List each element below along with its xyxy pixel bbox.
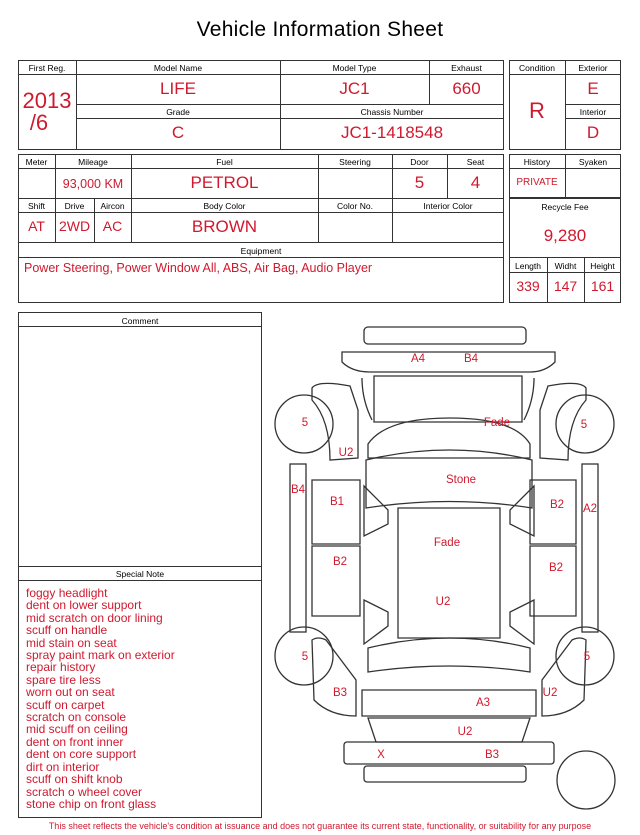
special-note-item: spare tire less	[26, 672, 101, 687]
page-title: Vehicle Information Sheet	[196, 18, 444, 41]
history-value: PRIVATE	[516, 177, 558, 188]
first-reg-month: /6	[29, 110, 49, 135]
special-note-item: scuff on carpet	[26, 697, 105, 712]
damage-mark-left-front-door: B2	[332, 556, 348, 568]
special-note-item: spray paint mark on exterior	[26, 648, 175, 663]
aircon-value: AC	[102, 218, 123, 234]
rear-right-quarter-shape	[540, 383, 586, 460]
right-rear-door-shape	[530, 480, 576, 544]
damage-mark-front-bumper: U2	[457, 726, 473, 738]
damage-mark-rear-left-wheel: 5	[301, 417, 309, 429]
damage-mark-right-side-panel: A2	[582, 503, 598, 515]
special-note-item: dent on core support	[26, 747, 137, 762]
model-name-value: LIFE	[160, 79, 196, 98]
fuel-value: PETROL	[190, 173, 259, 192]
model-type-value: JC1	[339, 79, 370, 98]
special-note-item: repair history	[26, 660, 96, 675]
right-sill-shape	[582, 464, 598, 632]
fuel-label: Fuel	[216, 157, 233, 167]
width-value: 147	[553, 278, 578, 294]
steering-label: Steering	[339, 157, 371, 167]
exterior-value: E	[587, 79, 599, 98]
disclaimer-footer: This sheet reflects the vehicle's condition at issuance and does not guarantee its current state, functionality, or suitability for any purpose	[48, 821, 592, 831]
damage-mark-front-panel: A3	[475, 697, 491, 709]
damage-mark-right-rear-door: B2	[549, 499, 565, 511]
height-value: 161	[590, 278, 615, 294]
interior-value: D	[586, 123, 600, 142]
special-note-item: scratch on console	[26, 710, 127, 725]
front-bumper-lip-shape	[364, 766, 526, 782]
damage-mark-rear-left-quarter: U2	[338, 447, 354, 459]
drive-label: Drive	[64, 201, 85, 211]
seat-value: 4	[470, 173, 481, 192]
syaken-label: Syaken	[578, 157, 608, 167]
comment-label: Comment	[121, 316, 159, 326]
special-note-item: dirt on interior	[26, 759, 100, 774]
width-label: Widht	[554, 261, 577, 271]
length-label: Length	[515, 261, 541, 271]
damage-mark-left-side-panel: B4	[290, 484, 306, 496]
damage-mark-left-front-fender: B3	[332, 687, 348, 699]
first-reg-label: First Reg.	[28, 63, 66, 73]
rear-bumper-shape	[342, 352, 555, 372]
first-reg-year: 2013	[22, 88, 72, 113]
cabin-shape	[398, 508, 500, 638]
chassis-number-value: JC1-1418548	[340, 123, 444, 142]
special-note-item: dent on front inner	[26, 734, 124, 749]
shift-label: Shift	[27, 201, 45, 211]
right-front-door-shape	[530, 546, 576, 616]
door-label: Door	[410, 157, 429, 167]
damage-mark-rear-bumper-left: A4	[410, 353, 426, 365]
mileage-label: Mileage	[78, 157, 108, 167]
drive-value: 2WD	[58, 218, 91, 234]
equipment-label: Equipment	[240, 246, 282, 256]
condition-label: Condition	[519, 63, 555, 73]
special-note-item: mid stain on seat	[26, 635, 117, 650]
recycle-fee-label: Recycle Fee	[541, 202, 589, 212]
recycle-fee-value: 9,280	[543, 226, 587, 245]
damage-mark-front-bumper-right: B3	[484, 749, 500, 761]
length-value: 339	[516, 278, 540, 294]
front-panel-shape	[362, 690, 536, 716]
damage-mark-roof: Stone	[445, 474, 477, 486]
special-note-item: dent on lower support	[26, 598, 142, 613]
damage-mark-front-right-wheel: 5	[583, 651, 591, 663]
special-note-item: scuff on shift knob	[26, 772, 123, 787]
special-note-item: foggy headlight	[26, 586, 108, 600]
body-color-value: BROWN	[191, 217, 258, 236]
special-note-label: Special Note	[115, 569, 165, 579]
damage-mark-right-front-fender: U2	[542, 687, 558, 699]
special-note-item: scratch o wheel cover	[26, 784, 143, 799]
left-rear-door-shape	[312, 480, 360, 544]
damage-mark-left-rear-door: B1	[329, 496, 345, 508]
seat-label: Seat	[466, 157, 485, 167]
body-color-label: Body Color	[203, 201, 246, 211]
front-bumper-shape	[368, 718, 530, 742]
exterior-label: Exterior	[578, 63, 608, 73]
meter-label: Meter	[25, 157, 48, 167]
condition-value: R	[529, 98, 545, 123]
damage-mark-bonnet: U2	[435, 596, 451, 608]
damage-mark-rear-right-wheel: 5	[580, 419, 588, 431]
spare-wheel-shape	[557, 751, 615, 809]
door-value: 5	[414, 173, 425, 192]
equipment-value: Power Steering, Power Window All, ABS, Air Bag, Audio Player	[24, 261, 373, 275]
chassis-number-label: Chassis Number	[360, 107, 424, 117]
history-label: History	[523, 157, 551, 167]
color-no-label: Color No.	[337, 201, 373, 211]
damage-mark-front-bumper-left: X	[377, 749, 385, 761]
model-name-label: Model Name	[153, 63, 203, 73]
damage-mark-trunk: Fade	[483, 417, 511, 429]
exhaust-value: 660	[452, 79, 481, 98]
damage-mark-hood: Fade	[433, 537, 461, 549]
exhaust-label: Exhaust	[451, 63, 482, 73]
damage-mark-rear-bumper-right: B4	[463, 353, 479, 365]
rear-bumper-outer-shape	[364, 327, 526, 344]
special-notes-list	[26, 587, 175, 810]
grade-label: Grade	[166, 107, 190, 117]
right-front-fender-shape	[542, 638, 586, 716]
shift-value: AT	[28, 218, 45, 234]
special-note-item: scuff on handle	[26, 623, 108, 638]
mileage-value: 93,000 KM	[62, 177, 124, 191]
damage-mark-right-front-door: B2	[548, 562, 564, 574]
interior-color-label: Interior Color	[423, 201, 473, 211]
interior-label: Interior	[579, 107, 607, 117]
front-bumper-lower-shape	[344, 742, 554, 764]
car-damage-diagram	[270, 318, 632, 820]
special-note-item: mid scuff on ceiling	[26, 722, 128, 737]
special-note-item: worn out on seat	[26, 685, 115, 700]
special-note-item: stone chip on front glass	[26, 796, 157, 811]
grade-value: C	[171, 123, 185, 142]
damage-mark-front-left-wheel: 5	[301, 651, 309, 663]
left-front-fender-shape	[312, 638, 356, 716]
model-type-label: Model Type	[332, 63, 377, 73]
special-note-item: mid scratch on door lining	[26, 610, 163, 625]
height-label: Height	[590, 261, 615, 271]
aircon-label: Aircon	[100, 201, 125, 211]
